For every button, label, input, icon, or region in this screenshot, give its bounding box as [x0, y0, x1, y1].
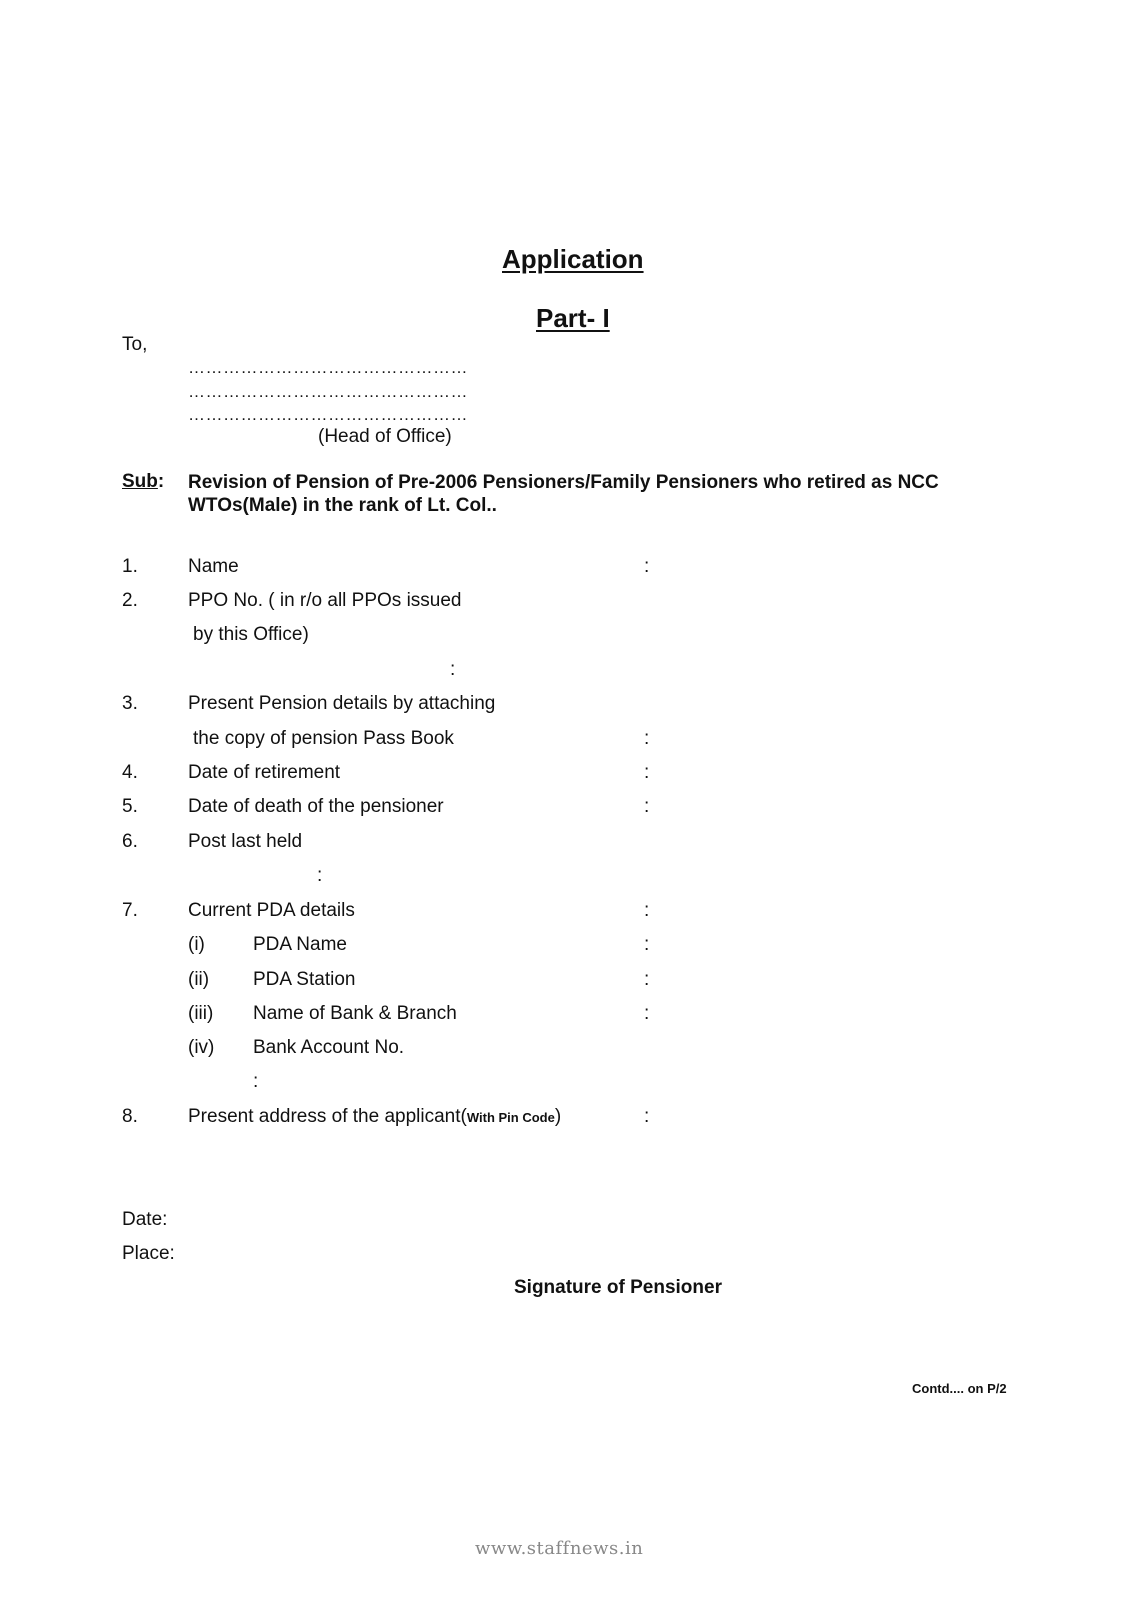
continued-note: Contd.... on P/2 [912, 1381, 1007, 1396]
field-colon: : [644, 728, 650, 749]
field-colon: : [644, 900, 650, 921]
item-label-pension-details-cont: the copy of pension Pass Book [193, 728, 454, 749]
sub-item-label-bank-account: Bank Account No. [253, 1037, 405, 1058]
sub-item-label-pda-station: PDA Station [253, 969, 356, 990]
field-colon: : [644, 969, 650, 990]
sub-item-number: (i) [188, 934, 205, 955]
sub-item-number: (iii) [188, 1003, 214, 1024]
item-number: 3. [122, 693, 138, 714]
field-colon: : [644, 934, 650, 955]
item-number: 8. [122, 1106, 138, 1127]
field-colon: : [644, 1003, 650, 1024]
item-label-name: Name [188, 556, 239, 577]
signature-label: Signature of Pensioner [514, 1277, 722, 1298]
item-number: 5. [122, 796, 138, 817]
item-number: 6. [122, 831, 138, 852]
date-label: Date: [122, 1209, 168, 1230]
item-label-date-of-death: Date of death of the pensioner [188, 796, 444, 817]
item-number: 2. [122, 590, 138, 611]
sub-item-number: (ii) [188, 969, 210, 990]
item-number: 4. [122, 762, 138, 783]
part-heading: Part- I [536, 303, 610, 333]
field-colon: : [644, 796, 650, 817]
field-colon: : [450, 659, 456, 680]
item-label-present-address: Present address of the applicant(With Pin Code) [188, 1106, 562, 1127]
document-title: Application [502, 244, 644, 274]
item-label-ppo: PPO No. ( in r/o all PPOs issued [188, 590, 462, 611]
item-number: 1. [122, 556, 138, 577]
sub-item-label-bank-branch: Name of Bank & Branch [253, 1003, 457, 1024]
watermark: www.staffnews.in [475, 1538, 644, 1559]
to-label: To, [122, 334, 148, 355]
item-label-date-of-retirement: Date of retirement [188, 762, 341, 783]
head-of-office-label: (Head of Office) [318, 426, 452, 447]
field-colon: : [253, 1071, 259, 1092]
sub-item-number: (iv) [188, 1037, 215, 1058]
item-label-post-last-held: Post last held [188, 831, 303, 852]
field-colon: : [317, 865, 323, 886]
item-label-ppo-cont: by this Office) [193, 624, 309, 645]
item-label-current-pda: Current PDA details [188, 900, 355, 921]
address-dotted-line-2: ………………………………………… [188, 382, 468, 401]
item-label-pension-details: Present Pension details by attaching [188, 693, 496, 714]
sub-item-label-pda-name: PDA Name [253, 934, 347, 955]
address-dotted-line-3: ………………………………………… [188, 405, 468, 424]
item-number: 7. [122, 900, 138, 921]
field-colon: : [644, 1106, 650, 1127]
subject-text: Revision of Pension of Pre-2006 Pensioners/Family Pensioners who retired as NCC WTOs(Male) in the rank of Lt. Col.. [188, 472, 939, 516]
place-label: Place: [122, 1243, 175, 1264]
field-colon: : [644, 762, 650, 783]
address-dotted-line-1: ………………………………………… [188, 358, 468, 377]
subject-label: Sub: [122, 471, 165, 492]
field-colon: : [644, 556, 650, 577]
